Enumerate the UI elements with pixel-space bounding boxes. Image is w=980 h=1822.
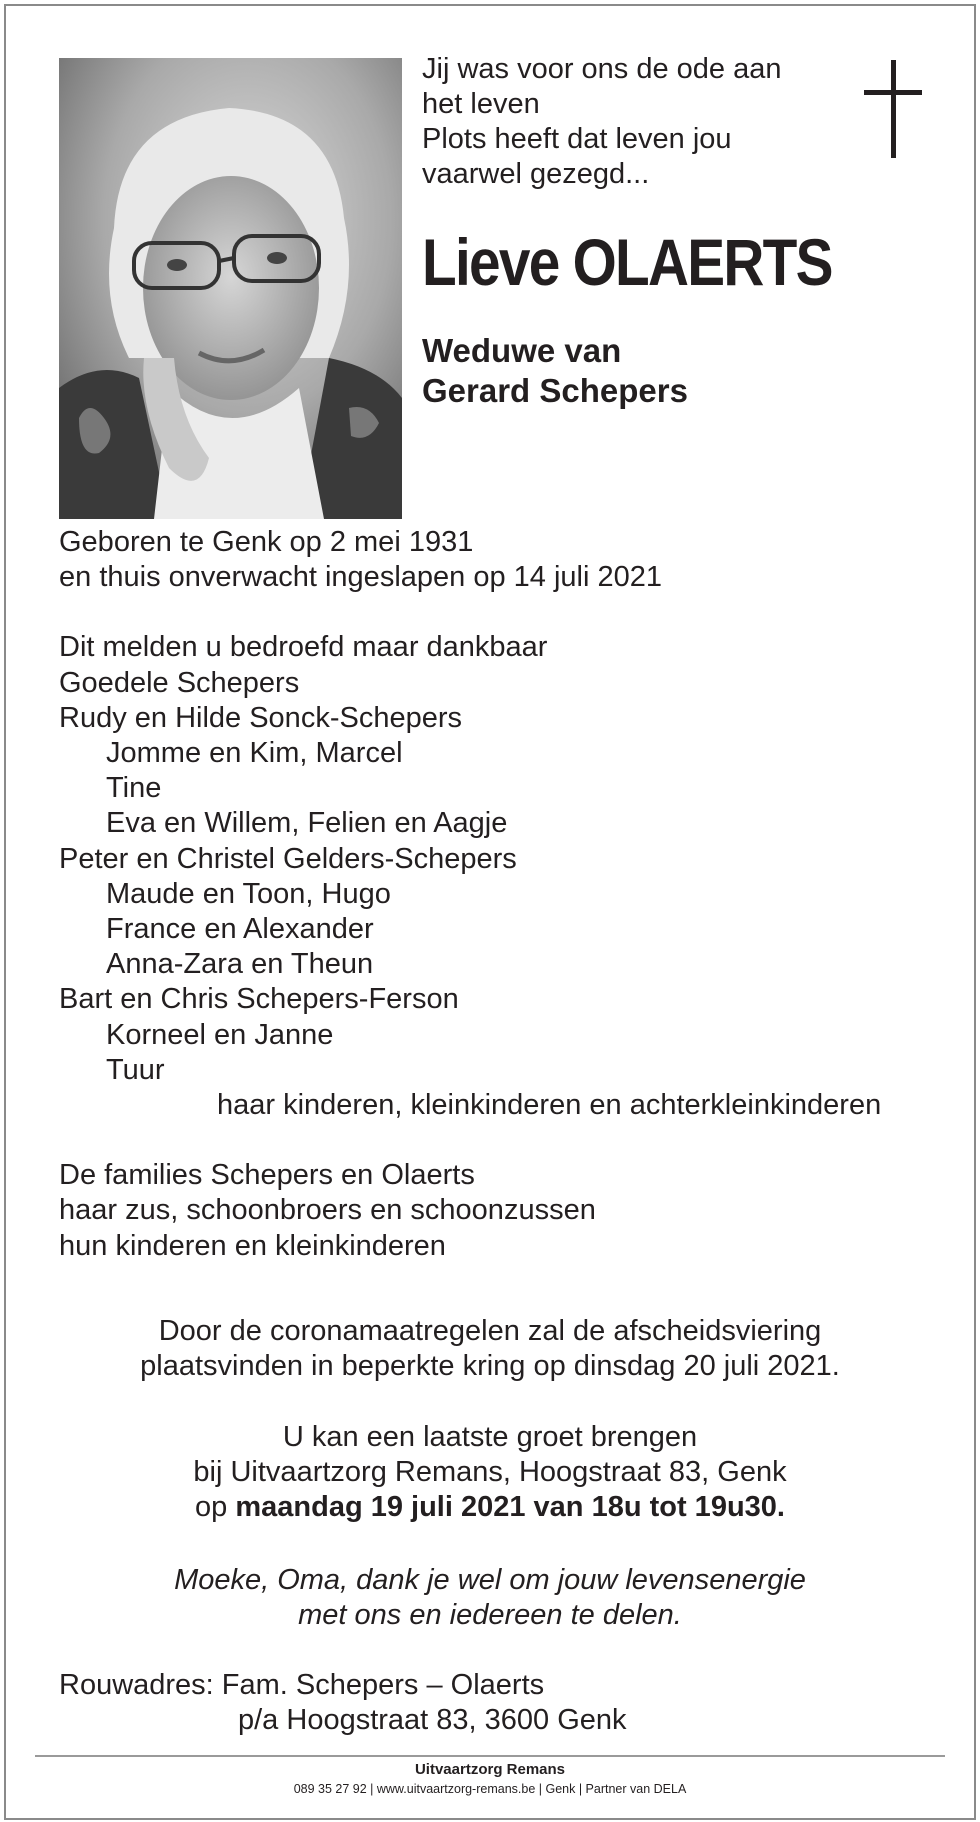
footer-divider <box>35 1755 945 1757</box>
funeral-home-contact: 089 35 27 92 | www.uitvaartzorg-remans.be | Genk | Partner van DELA <box>293 1782 687 1796</box>
widow-label: Weduwe van <box>422 332 622 369</box>
family-member: France en Alexander <box>106 913 374 946</box>
address-line: Rouwadres: Fam. Schepers – Olaerts <box>59 1669 545 1701</box>
family-member: Peter en Christel Gelders-Schepers <box>59 842 517 875</box>
cross-icon <box>862 60 924 160</box>
tribute-line: Moeke, Oma, dank je wel om jouw levensenergie <box>174 1564 806 1596</box>
widow-of <box>422 331 688 411</box>
family-member: Jomme en Kim, Marcel <box>106 737 403 770</box>
family-member: Korneel en Janne <box>106 1018 334 1051</box>
ceremony-notice <box>59 1314 921 1384</box>
family-member: Rudy en Hilde Sonck-Schepers <box>59 701 462 734</box>
family-member: Maude en Toon, Hugo <box>106 877 391 910</box>
family-member: Anna-Zara en Theun <box>106 948 374 981</box>
visitation-prefix: op <box>195 1491 236 1523</box>
tribute-text <box>59 1563 921 1633</box>
extended-family: De families Schepers en Olaerts <box>59 1159 475 1192</box>
portrait-photo <box>59 58 402 519</box>
ceremony-line: plaatsvinden in beperkte kring op dinsdag 20 juli 2021. <box>140 1350 840 1382</box>
family-intro: Dit melden u bedroefd maar dankbaar <box>59 631 548 664</box>
visitation-line: U kan een laatste groet brengen <box>282 1421 698 1453</box>
family-member: Tine <box>106 772 162 805</box>
verse-line: Plots heeft dat leven jou <box>422 123 732 155</box>
extended-family: hun kinderen en kleinkinderen <box>59 1229 446 1262</box>
family-member: Goedele Schepers <box>59 666 300 699</box>
verse-line: vaarwel gezegd... <box>422 158 650 190</box>
family-closing: haar kinderen, kleinkinderen en achterkleinkinderen <box>217 1089 882 1122</box>
family-member: Bart en Chris Schepers-Ferson <box>59 983 459 1016</box>
family-member: Tuur <box>106 1053 165 1086</box>
ceremony-line: Door de coronamaatregelen zal de afscheidsviering <box>158 1315 822 1347</box>
tribute-line: met ons en iedereen te delen. <box>298 1599 682 1631</box>
funeral-home-name: Uitvaartzorg Remans <box>414 1761 566 1778</box>
memorial-verse <box>422 52 842 192</box>
visitation-line: bij Uitvaartzorg Remans, Hoogstraat 83, Genk <box>193 1456 787 1488</box>
death-info: en thuis onverwacht ingeslapen op 14 juli 2021 <box>59 561 662 594</box>
verse-line: Jij was voor ons de ode aan <box>422 53 782 85</box>
visitation-datetime-line <box>59 1490 921 1525</box>
announcement-body <box>59 525 939 1264</box>
deceased-name: Lieve OLAERTS <box>422 225 832 299</box>
visitation-datetime: maandag 19 juli 2021 van 18u tot 19u30. <box>235 1491 785 1523</box>
family-member: Eva en Willem, Felien en Aagje <box>106 807 508 840</box>
mourning-address <box>59 1668 919 1738</box>
birth-info: Geboren te Genk op 2 mei 1931 <box>59 526 474 558</box>
spouse-name: Gerard Schepers <box>422 372 688 409</box>
visitation-notice <box>59 1420 921 1525</box>
footer <box>35 1760 945 1798</box>
address-line: p/a Hoogstraat 83, 3600 Genk <box>238 1704 627 1736</box>
extended-family: haar zus, schoonbroers en schoonzussen <box>59 1194 596 1227</box>
verse-line: het leven <box>422 88 540 120</box>
